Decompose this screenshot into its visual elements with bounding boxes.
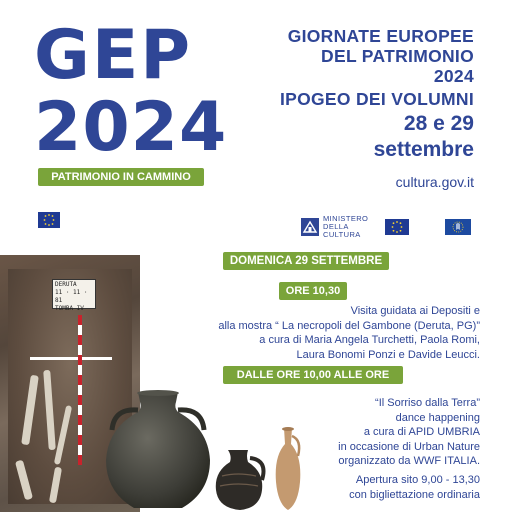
measuring-bar	[30, 357, 112, 360]
opening-line: Apertura sito 9,00 - 13,30	[355, 474, 480, 486]
eu-flag-icon	[38, 212, 60, 228]
ministry-name	[323, 215, 368, 239]
website-link[interactable]: cultura.gov.it	[395, 174, 474, 190]
heading-line2: DEL PATRIMONIO	[321, 46, 474, 66]
time-badge-1: ORE 10,30	[279, 282, 347, 300]
dates-line2: settembre	[373, 138, 474, 161]
heading-line1: GIORNATE EUROPEE	[287, 26, 474, 46]
eu-heritage-logo	[38, 212, 60, 238]
tomb-sign-line3: TOMBA IV	[55, 305, 84, 312]
gep-title-line1: GEP	[34, 16, 193, 95]
opening-hours	[260, 473, 480, 502]
amphora-image	[98, 388, 218, 512]
ministry-line2: DELLA	[323, 222, 349, 231]
time-badge-2: DALLE ORE 10,00 ALLE ORE 12,00	[223, 366, 403, 384]
event1-line: Visita guidata ai Depositi e	[350, 305, 480, 317]
tomb-sign	[52, 279, 96, 312]
event1-line: alla mostra “ La necropoli del Gambone (Deruta, PG)”	[218, 319, 480, 332]
gep-title-line2: 2024	[34, 88, 228, 167]
heading-line3: 2024	[433, 66, 474, 86]
event1-line: Laura Bonomi Ponzi e Davide Leucci.	[296, 348, 480, 361]
ministry-emblem-icon	[301, 218, 319, 236]
dates-line1: 28 e 29	[403, 112, 474, 135]
sponsor-logos	[301, 215, 473, 239]
event2-description	[260, 396, 480, 469]
day-badge: DOMENICA 29 SETTEMBRE	[223, 252, 389, 270]
ministry-line1: MINISTERO	[323, 214, 369, 223]
eu-flag-icon	[385, 219, 409, 235]
event2-line: organizzato da WWF ITALIA.	[338, 455, 480, 467]
venue-name: IPOGEO DEI VOLUMNI	[279, 89, 474, 109]
event-heading	[280, 26, 474, 190]
tomb-sign-line2: 11 · 11 · 81	[55, 289, 88, 304]
tagline-badge: PATRIMONIO IN CAMMINO	[38, 168, 204, 186]
event2-line: a cura di APID UMBRIA	[363, 426, 480, 438]
council-of-europe-flag-icon	[445, 219, 471, 235]
event1-line: a cura di Maria Angela Turchetti, Paola Romi,	[259, 334, 480, 346]
opening-line: con bigliettazione ordinaria	[349, 488, 480, 501]
measuring-rod	[78, 315, 82, 465]
event2-line: in occasione di Urban Nature	[338, 440, 480, 453]
tomb-sign-line1: DERUTA	[55, 281, 77, 288]
event2-line: dance happening	[395, 411, 480, 424]
ministry-line3: CULTURA	[323, 230, 361, 239]
event1-description	[180, 304, 480, 362]
ministry-logo	[301, 215, 373, 239]
gep-title	[34, 16, 228, 167]
event2-line: “Il Sorriso dalla Terra”	[375, 397, 480, 409]
